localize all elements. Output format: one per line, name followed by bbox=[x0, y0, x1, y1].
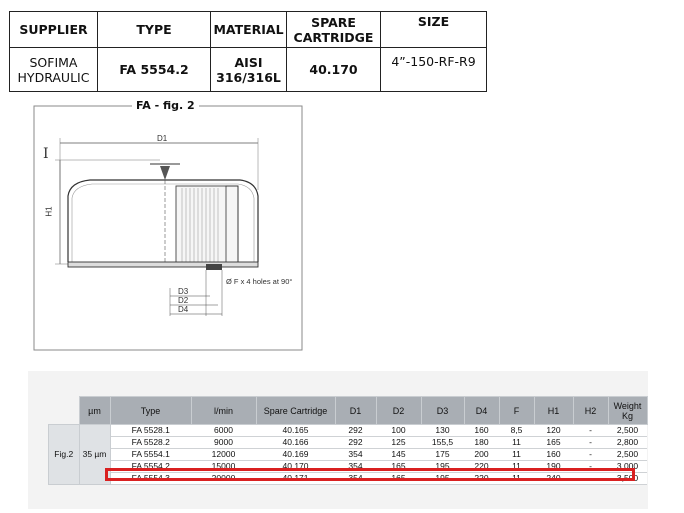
label-holes: Ø F x 4 holes at 90° bbox=[226, 277, 293, 286]
drawing-frame bbox=[34, 106, 302, 350]
cell: 155,5 bbox=[421, 437, 464, 449]
cell-spare: 40.170 bbox=[287, 48, 381, 92]
cell: 11 bbox=[499, 473, 534, 485]
cell: 6000 bbox=[191, 425, 256, 437]
cell: 40.171 bbox=[256, 473, 335, 485]
header-spare-line1: SPARE bbox=[311, 14, 356, 30]
base-flange bbox=[68, 262, 258, 267]
group-um-label: 35 µm bbox=[79, 425, 110, 485]
cell: - bbox=[573, 473, 608, 485]
cell: 3,000 bbox=[608, 461, 647, 473]
cell: 40.166 bbox=[256, 437, 335, 449]
header-blank bbox=[49, 397, 80, 425]
cell: 11 bbox=[499, 461, 534, 473]
cell: 3,500 bbox=[608, 473, 647, 485]
table-row-highlighted bbox=[49, 461, 648, 473]
cell: 292 bbox=[335, 437, 376, 449]
supplier-line1: SOFIMA bbox=[29, 54, 78, 70]
cell: 9000 bbox=[191, 437, 256, 449]
cell: 100 bbox=[376, 425, 421, 437]
cell: 354 bbox=[335, 473, 376, 485]
cell: 195 bbox=[421, 461, 464, 473]
header-f: F bbox=[499, 397, 534, 425]
cell: FA 5554.2 bbox=[110, 461, 191, 473]
cell: 20000 bbox=[191, 473, 256, 485]
cell: 220 bbox=[464, 473, 499, 485]
header-h2: H2 bbox=[573, 397, 608, 425]
cell: 130 bbox=[421, 425, 464, 437]
group-fig-label: Fig.2 bbox=[49, 425, 80, 485]
table-row bbox=[49, 473, 648, 485]
cell: 354 bbox=[335, 449, 376, 461]
label-h1: H1 bbox=[44, 206, 54, 217]
cell: 160 bbox=[464, 425, 499, 437]
header-size: SIZE bbox=[381, 12, 487, 48]
cell: 175 bbox=[421, 449, 464, 461]
material-line1: AISI bbox=[234, 54, 263, 70]
cell: - bbox=[573, 461, 608, 473]
cell: 165 bbox=[376, 473, 421, 485]
header-weight: Weight Kg bbox=[608, 397, 647, 425]
cell: 180 bbox=[464, 437, 499, 449]
cell: 240 bbox=[534, 473, 573, 485]
cell: 12000 bbox=[191, 449, 256, 461]
header-spare-cartridge: Spare Cartridge bbox=[256, 397, 335, 425]
cell: FA 5554.1 bbox=[110, 449, 191, 461]
cell: 2,500 bbox=[608, 425, 647, 437]
cell: FA 5528.2 bbox=[110, 437, 191, 449]
figure-title: FA - fig. 2 bbox=[132, 99, 199, 112]
cell: 200 bbox=[464, 449, 499, 461]
cell: 220 bbox=[464, 461, 499, 473]
header-type: TYPE bbox=[98, 12, 211, 48]
table-row bbox=[49, 437, 648, 449]
cell: 354 bbox=[335, 461, 376, 473]
cell-size: 4”-150-RF-R9 bbox=[381, 48, 487, 92]
cell: - bbox=[573, 425, 608, 437]
cell: 160 bbox=[534, 449, 573, 461]
cell-type: FA 5554.2 bbox=[98, 48, 211, 92]
cell: 2,800 bbox=[608, 437, 647, 449]
cell: 165 bbox=[376, 461, 421, 473]
outlet-flange bbox=[206, 264, 222, 270]
cell: 8,5 bbox=[499, 425, 534, 437]
cell: 40.170 bbox=[256, 461, 335, 473]
text-cursor-icon: I bbox=[43, 146, 49, 162]
cartridge bbox=[176, 186, 238, 264]
header-d2: D2 bbox=[376, 397, 421, 425]
table-row bbox=[49, 449, 648, 461]
cell: - bbox=[573, 437, 608, 449]
header-d1: D1 bbox=[335, 397, 376, 425]
label-d1: D1 bbox=[157, 134, 168, 143]
cell: 11 bbox=[499, 449, 534, 461]
wing-nut bbox=[160, 166, 170, 180]
cell: FA 5554.3 bbox=[110, 473, 191, 485]
header-um: µm bbox=[79, 397, 110, 425]
cell: 2,500 bbox=[608, 449, 647, 461]
data-table-header bbox=[49, 397, 648, 425]
cell: 195 bbox=[421, 473, 464, 485]
cell: 292 bbox=[335, 425, 376, 437]
label-d2: D2 bbox=[178, 296, 189, 305]
header-h1: H1 bbox=[534, 397, 573, 425]
label-d4: D4 bbox=[178, 305, 189, 314]
header-supplier: SUPPLIER bbox=[10, 12, 98, 48]
header-material: MATERIAL bbox=[211, 12, 287, 48]
cell: 120 bbox=[534, 425, 573, 437]
cell: 15000 bbox=[191, 461, 256, 473]
data-table bbox=[48, 396, 648, 485]
cell: 190 bbox=[534, 461, 573, 473]
cell: 145 bbox=[376, 449, 421, 461]
cell: 11 bbox=[499, 437, 534, 449]
supplier-line2: HYDRAULIC bbox=[17, 69, 90, 85]
header-d4: D4 bbox=[464, 397, 499, 425]
cell: 40.165 bbox=[256, 425, 335, 437]
header-type: Type bbox=[110, 397, 191, 425]
header-spare-line2: CARTRIDGE bbox=[293, 29, 374, 45]
header-lmin: l/min bbox=[191, 397, 256, 425]
cell: 165 bbox=[534, 437, 573, 449]
cell: 40.169 bbox=[256, 449, 335, 461]
material-line2: 316/316L bbox=[216, 69, 281, 85]
cell: - bbox=[573, 449, 608, 461]
label-d3: D3 bbox=[178, 287, 189, 296]
table-row bbox=[49, 425, 648, 437]
header-d3: D3 bbox=[421, 397, 464, 425]
cell: FA 5528.1 bbox=[110, 425, 191, 437]
cell: 125 bbox=[376, 437, 421, 449]
